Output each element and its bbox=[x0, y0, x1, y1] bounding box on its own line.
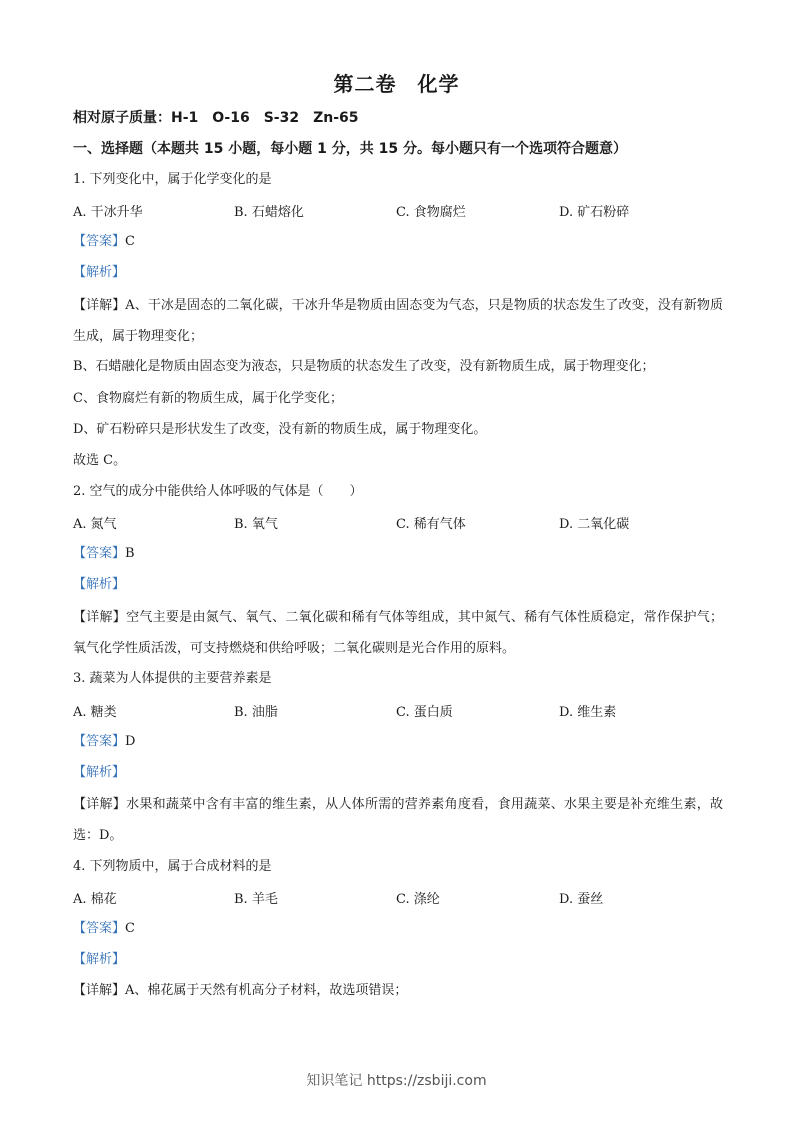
question-1-option-a: A. 干冰升华 bbox=[73, 205, 143, 220]
footer-watermark: 知识笔记 https://zsbiji.com bbox=[306, 1073, 487, 1089]
question-4-detail bbox=[73, 981, 407, 1001]
detail-label: 【详解】 bbox=[73, 797, 127, 812]
answer-value: C bbox=[125, 234, 135, 249]
section-heading: 一、选择题（本题共 15 小题，每小题 1 分，共 15 分。每小题只有一个选项符合题意） bbox=[73, 141, 627, 157]
question-1-answer bbox=[73, 232, 135, 252]
question-2-option-b: B. 氧气 bbox=[234, 517, 278, 532]
answer-value: D bbox=[125, 734, 136, 749]
question-4-analysis-label: 【解析】 bbox=[73, 952, 126, 967]
question-4-option-b: B. 羊毛 bbox=[234, 892, 278, 907]
question-4-answer bbox=[73, 919, 135, 939]
detail-label: 【详解】 bbox=[73, 983, 126, 998]
question-4-option-d: D. 蚕丝 bbox=[559, 892, 604, 907]
question-3-option-a: A. 糖类 bbox=[73, 705, 117, 720]
detail-label: 【详解】 bbox=[73, 298, 126, 313]
question-3-option-b: B. 油脂 bbox=[234, 705, 278, 720]
question-1-analysis-label: 【解析】 bbox=[73, 265, 126, 280]
answer-label: 【答案】 bbox=[73, 921, 126, 936]
question-4-option-c: C. 涤纶 bbox=[396, 892, 440, 907]
question-2-option-d: D. 二氧化碳 bbox=[559, 517, 630, 532]
question-2-analysis-label: 【解析】 bbox=[73, 577, 126, 592]
page-title: 第二卷 化学 bbox=[333, 72, 460, 96]
answer-label: 【答案】 bbox=[73, 734, 126, 749]
question-3-option-c: C. 蛋白质 bbox=[396, 705, 453, 720]
question-2-stem: 2. 空气的成分中能供给人体呼吸的气体是（ ） bbox=[73, 484, 363, 499]
question-4-stem: 4. 下列物质中，属于合成材料的是 bbox=[73, 859, 272, 874]
question-1-detail bbox=[73, 290, 723, 352]
question-1-options bbox=[73, 201, 733, 221]
question-4-option-a: A. 棉花 bbox=[73, 892, 117, 907]
detail-text: A、干冰是固态的二氧化碳，干冰升华是物质由固态变为气态，只是物质的状态发生了改变，没有新物质生成，属于物理变化； bbox=[73, 298, 723, 344]
atomic-mass-line: 相对原子质量：H-1 O-16 S-32 Zn-65 bbox=[73, 110, 359, 126]
question-3-detail bbox=[73, 789, 723, 851]
question-1-option-d: D. 矿石粉碎 bbox=[559, 205, 630, 220]
answer-label: 【答案】 bbox=[73, 234, 126, 249]
question-1-detail-d: D、矿石粉碎只是形状发生了改变，没有新的物质生成，属于物理变化。 bbox=[73, 422, 487, 437]
question-1-detail-b: B、石蜡融化是物质由固态变为液态，只是物质的状态发生了改变，没有新物质生成，属于物理变化； bbox=[73, 359, 655, 374]
question-1-detail-c: C、食物腐烂有新的物质生成，属于化学变化； bbox=[73, 391, 343, 406]
detail-label: 【详解】 bbox=[73, 610, 127, 625]
question-3-answer bbox=[73, 732, 135, 752]
detail-text: 水果和蔬菜中含有丰富的维生素，从人体所需的营养素角度看，食用蔬菜、水果主要是补充维生素，故选：D。 bbox=[73, 797, 723, 843]
question-3-options bbox=[73, 701, 733, 721]
question-1-option-c: C. 食物腐烂 bbox=[396, 205, 466, 220]
answer-value: C bbox=[125, 921, 135, 936]
question-3-option-d: D. 维生素 bbox=[559, 705, 617, 720]
question-2-options bbox=[73, 513, 733, 533]
question-4-options bbox=[73, 888, 733, 908]
question-2-answer bbox=[73, 544, 135, 564]
answer-label: 【答案】 bbox=[73, 546, 126, 561]
answer-value: B bbox=[125, 546, 135, 561]
question-1-option-b: B. 石蜡熔化 bbox=[234, 205, 304, 220]
question-1-conclusion: 故选 C。 bbox=[73, 453, 127, 468]
question-3-analysis-label: 【解析】 bbox=[73, 765, 126, 780]
question-2-option-a: A. 氮气 bbox=[73, 517, 117, 532]
question-3-stem: 3. 蔬菜为人体提供的主要营养素是 bbox=[73, 671, 272, 686]
question-2-option-c: C. 稀有气体 bbox=[396, 517, 466, 532]
question-1-stem: 1. 下列变化中，属于化学变化的是 bbox=[73, 172, 272, 187]
detail-text: A、棉花属于天然有机高分子材料，故选项错误； bbox=[125, 983, 408, 998]
detail-text: 空气主要是由氮气、氧气、二氧化碳和稀有气体等组成，其中氮气、稀有气体性质稳定，常作保护气；氧气化学性质活泼，可支持燃烧和供给呼吸；二氧化碳则是光合作用的原料。 bbox=[73, 610, 723, 656]
question-2-detail bbox=[73, 602, 723, 664]
